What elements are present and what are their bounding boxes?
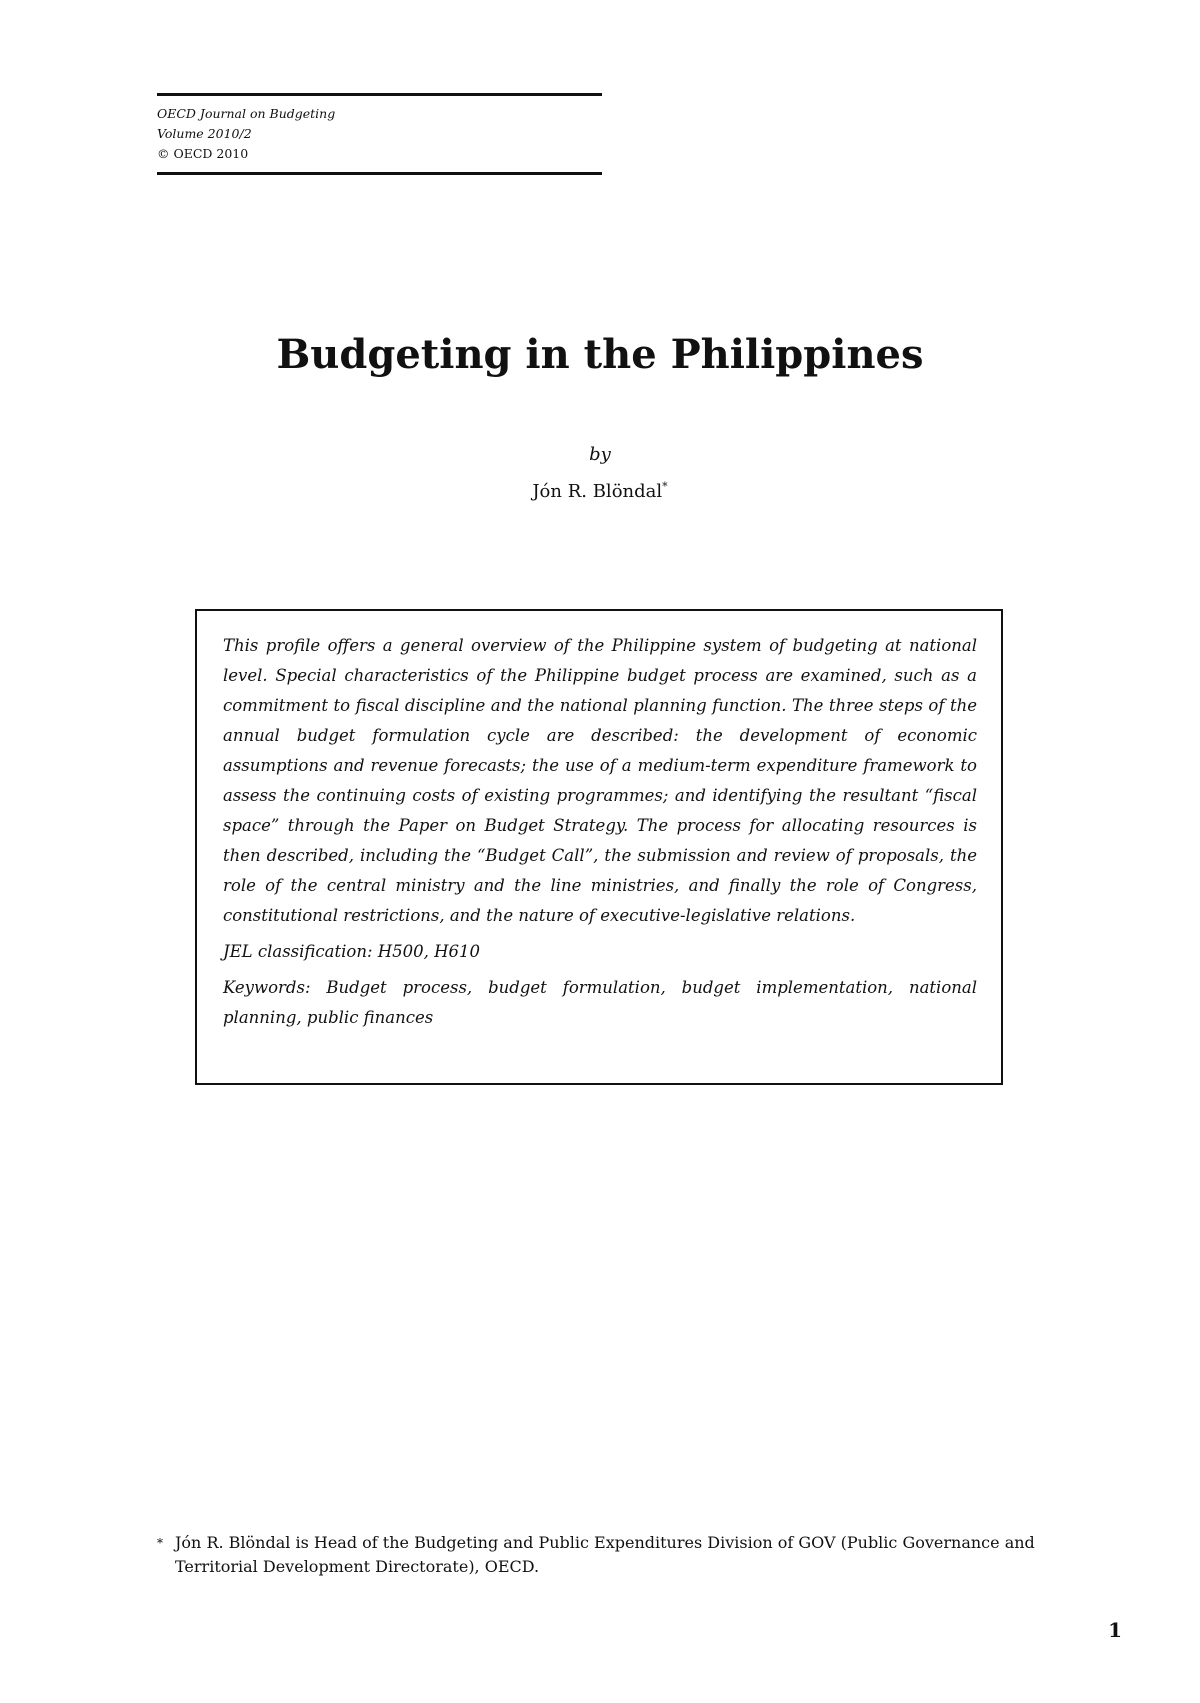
keywords: Keywords: Budget process, budget formulation, budget implementation, national planning, public finances xyxy=(223,978,977,1027)
journal-masthead xyxy=(157,93,602,175)
footnote xyxy=(157,1531,1057,1579)
page-number: 1 xyxy=(1108,1618,1122,1642)
jel-classification: JEL classification: H500, H610 xyxy=(223,942,481,961)
author-name: Jón R. Blöndal xyxy=(532,481,663,502)
author-footnote-mark[interactable]: * xyxy=(662,480,668,493)
abstract-text: This profile offers a general overview of the Philippine system of budgeting at national level. Special characteristics of the Philippine budget process are examined, such as a commitment to fiscal discipline and the national planning function. The three steps of the annual budget formulation cycle are described: the development of economic assumptions and revenue forecasts; the use of a medium-term expenditure framework to assess the continuing costs of existing programmes; and identifying the resultant “fiscal space” through the Paper on Budget Strategy. The process for allocating resources is then described, including the “Budget Call”, the submission and review of proposals, the role of the central ministry and the line ministries, and finally the role of Congress, constitutional restrictions, and the nature of executive-legislative relations. xyxy=(223,636,977,925)
footnote-mark: * xyxy=(157,1536,163,1550)
author-line xyxy=(0,475,1200,504)
article-title: Budgeting in the Philippines xyxy=(276,331,924,378)
journal-name: OECD Journal on Budgeting xyxy=(157,106,336,121)
abstract-box xyxy=(195,609,1003,1085)
byline: by xyxy=(589,444,611,465)
footnote-text: Jón R. Blöndal is Head of the Budgeting and Public Expenditures Division of GOV (Public Governance and Territorial Development Directorate), OECD. xyxy=(175,1533,1035,1576)
journal-copyright: © OECD 2010 xyxy=(157,146,249,161)
journal-volume: Volume 2010/2 xyxy=(157,126,252,141)
